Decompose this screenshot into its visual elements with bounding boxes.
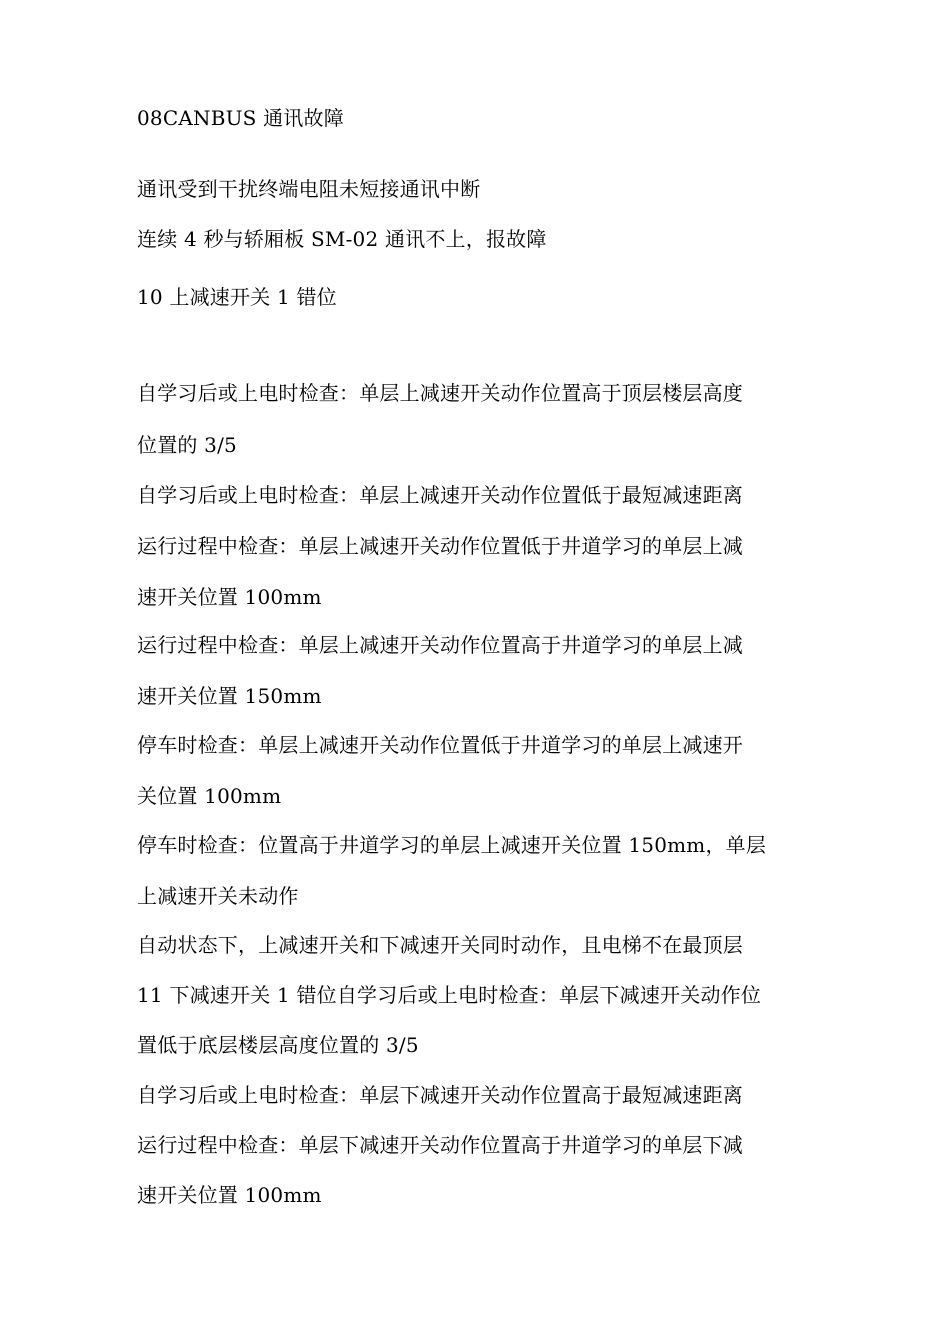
text-line: 速开关位置 150mm [137,684,322,708]
text-line: 自学习后或上电时检查：单层下减速开关动作位置高于最短减速距离 [137,1083,743,1107]
text-line: 置低于底层楼层高度位置的 3/5 [137,1033,419,1057]
heading-lower-decel-switch-fault: 11 下减速开关 1 错位自学习后或上电时检查：单层下减速开关动作位 [137,983,762,1007]
heading-canbus-fault: 08CANBUS 通讯故障 [137,106,344,130]
text-line: 自学习后或上电时检查：单层上减速开关动作位置高于顶层楼层高度 [137,381,743,405]
text-line: 上减速开关未动作 [137,884,299,908]
text-line: 连续 4 秒与轿厢板 SM-02 通讯不上，报故障 [137,227,547,251]
text-line: 速开关位置 100mm [137,585,322,609]
heading-upper-decel-switch-fault: 10 上减速开关 1 错位 [137,285,337,309]
text-line: 关位置 100mm [137,784,282,808]
text-line: 速开关位置 100mm [137,1183,322,1207]
text-line: 运行过程中检查：单层上减速开关动作位置低于井道学习的单层上减 [137,534,743,558]
text-line: 停车时检查：位置高于井道学习的单层上减速开关位置 150mm，单层 [137,833,767,857]
text-line: 自动状态下，上减速开关和下减速开关同时动作，且电梯不在最顶层 [137,933,743,957]
text-line: 位置的 3/5 [137,433,237,457]
text-line: 通讯受到干扰终端电阻未短接通讯中断 [137,177,481,201]
text-line: 自学习后或上电时检查：单层上减速开关动作位置低于最短减速距离 [137,483,743,507]
text-line: 运行过程中检查：单层下减速开关动作位置高于井道学习的单层下减 [137,1133,743,1157]
text-line: 停车时检查：单层上减速开关动作位置低于井道学习的单层上减速开 [137,733,743,757]
text-line: 运行过程中检查：单层上减速开关动作位置高于井道学习的单层上减 [137,633,743,657]
